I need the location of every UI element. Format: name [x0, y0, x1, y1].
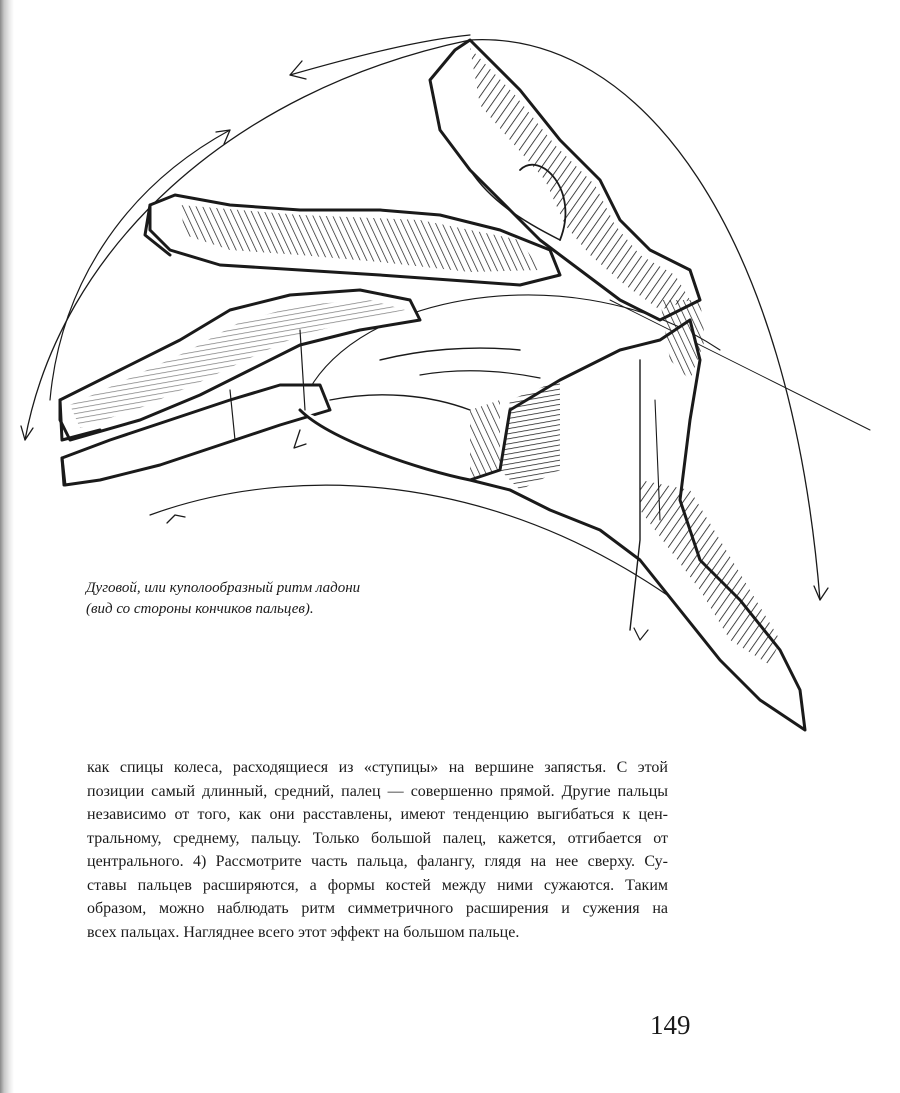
text-line: тральному, среднему, пальцу. Только большой палец, кажется, отгибается от: [87, 829, 668, 847]
palm: [300, 320, 805, 730]
page-number: 149: [650, 1010, 691, 1040]
caption-line-2: (вид со стороны кончиков пальцев).: [86, 601, 314, 617]
caption-line-1: Дуговой, или куполообразный ритм ладони: [86, 580, 361, 596]
figure-caption: [86, 578, 416, 620]
text-line: образом, можно наблюдать ритм симметричного расширения и сужения на: [87, 900, 668, 917]
body-paragraph: [87, 756, 668, 944]
text-line: центрального. 4) Рассмотрите часть пальца, фалангу, глядя на нее сверху. Су-: [87, 853, 668, 870]
text-line: независимо от того, как они расставлены, имеют тенденцию выгибаться к цен-: [87, 806, 668, 823]
text-line: всех пальцах. Нагляднее всего этот эффект на большом пальце.: [87, 923, 520, 941]
text-line: ставы пальцев расширяются, а формы костей между ними сужаются. Таким: [87, 876, 668, 894]
text-line: как спицы колеса, расходящиеся из «ступицы» на вершине запястья. С этой: [87, 759, 668, 776]
text-line: позиции самый длинный, средний, палец — совершенно прямой. Другие пальцы: [87, 782, 668, 800]
